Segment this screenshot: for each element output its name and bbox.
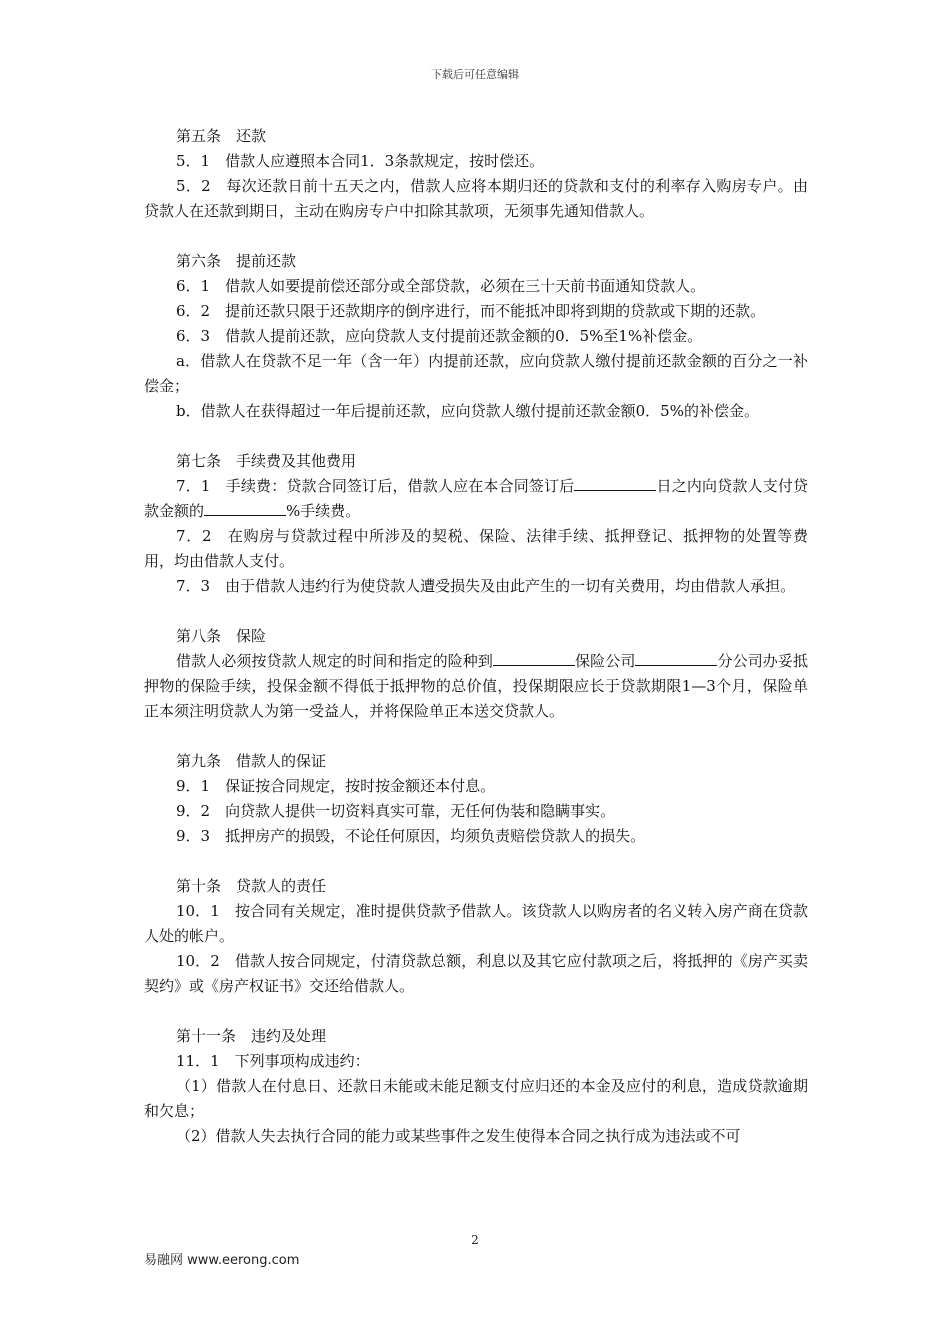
paragraph: 7．2 在购房与贷款过程中所涉及的契税、保险、法律手续、抵押登记、抵押物的处置等费用，均由借款人支付。 — [144, 527, 808, 570]
section-6 — [144, 249, 808, 424]
paragraph: 5．2 每次还款日前十五天之内，借款人应将本期归还的贷款和支付的利率存入购房专户。由贷款人在还款到期日，主动在购房专户中扣除其款项，无须事先通知借款人。 — [144, 177, 808, 220]
paragraph: 7．3 由于借款人违约行为使贷款人遭受损失及由此产生的一切有关费用，均由借款人承担。 — [176, 577, 796, 595]
paragraph: 6．1 借款人如要提前偿还部分或全部贷款，必须在三十天前书面通知贷款人。 — [176, 277, 706, 295]
text-fragment: 分公司办妥抵押物的保险手续，投保金额不得低于抵押物的总价值，投保期限应长于贷款期限1—3个月，保险单正本须注明贷款人为第一受益人，并将保险单正本送交贷款人。 — [144, 652, 808, 720]
section-7 — [144, 449, 808, 599]
section-title: 第五条 还款 — [176, 127, 267, 145]
section-title: 第八条 保险 — [176, 627, 267, 645]
section-title: 第九条 借款人的保证 — [176, 752, 327, 770]
paragraph: （1）借款人在付息日、还款日未能或未能足额支付应归还的本金及应付的利息，造成贷款逾期和欠息； — [144, 1077, 808, 1120]
paragraph: b．借款人在获得超过一年后提前还款，应向贷款人缴付提前还款金额0．5%的补偿金。 — [176, 402, 759, 420]
section-11 — [144, 1024, 808, 1149]
paragraph-8 — [144, 649, 808, 724]
section-title: 第十条 贷款人的责任 — [176, 877, 327, 895]
section-title: 第七条 手续费及其他费用 — [176, 452, 357, 470]
paragraph-7-1 — [144, 474, 808, 524]
paragraph: 10．1 按合同有关规定，准时提供贷款予借款人。该贷款人以购房者的名义转入房产商在贷款人处的帐户。 — [144, 902, 808, 945]
section-title: 第六条 提前还款 — [176, 252, 297, 270]
section-5 — [144, 124, 808, 224]
text-fragment: 保险公司 — [574, 652, 636, 670]
paragraph: 9．1 保证按合同规定，按时按金额还本付息。 — [176, 777, 496, 795]
paragraph: 11．1 下列事项构成违约： — [176, 1052, 370, 1070]
text-fragment: 7．1 手续费：贷款合同签订后，借款人应在本合同签订后 — [176, 477, 575, 495]
paragraph: 9．3 抵押房产的损毁，不论任何原因，均须负责赔偿贷款人的损失。 — [176, 827, 646, 845]
page-number: 2 — [471, 1233, 479, 1247]
footer-site: 易融网 www.eerong.com — [144, 1253, 300, 1268]
header-note: 下载后可任意编辑 — [431, 68, 519, 81]
paragraph: 6．3 借款人提前还款，应向贷款人支付提前还款金额的0．5%至1%补偿金。 — [176, 327, 703, 345]
text-fragment: 日之内向贷款人支付贷款金额的 — [144, 477, 808, 520]
document-body — [144, 124, 808, 1174]
fill-blank-branch — [635, 651, 717, 666]
section-title: 第十一条 违约及处理 — [176, 1027, 327, 1045]
section-9 — [144, 749, 808, 849]
fill-blank-percent — [204, 501, 286, 516]
paragraph: 5．1 借款人应遵照本合同1．3条款规定，按时偿还。 — [176, 152, 545, 170]
paragraph: a．借款人在贷款不足一年（含一年）内提前还款，应向贷款人缴付提前还款金额的百分之一补偿金； — [144, 352, 808, 395]
text-fragment: 借款人必须按贷款人规定的时间和指定的险种到 — [176, 652, 493, 670]
paragraph: （2）借款人失去执行合同的能力或某些事件之发生使得本合同之执行成为违法或不可 — [176, 1127, 741, 1145]
text-fragment: %手续费。 — [286, 502, 361, 520]
section-10 — [144, 874, 808, 999]
fill-blank-insurer — [493, 651, 575, 666]
paragraph: 9．2 向贷款人提供一切资料真实可靠，无任何伪装和隐瞒事实。 — [176, 802, 616, 820]
section-8 — [144, 624, 808, 724]
paragraph: 6．2 提前还款只限于还款期序的倒序进行，而不能抵冲即将到期的贷款或下期的还款。 — [176, 302, 766, 320]
paragraph: 10．2 借款人按合同规定，付清贷款总额，利息以及其它应付款项之后，将抵押的《房产买卖契约》或《房产权证书》交还给借款人。 — [144, 952, 808, 995]
fill-blank-days — [574, 476, 656, 491]
